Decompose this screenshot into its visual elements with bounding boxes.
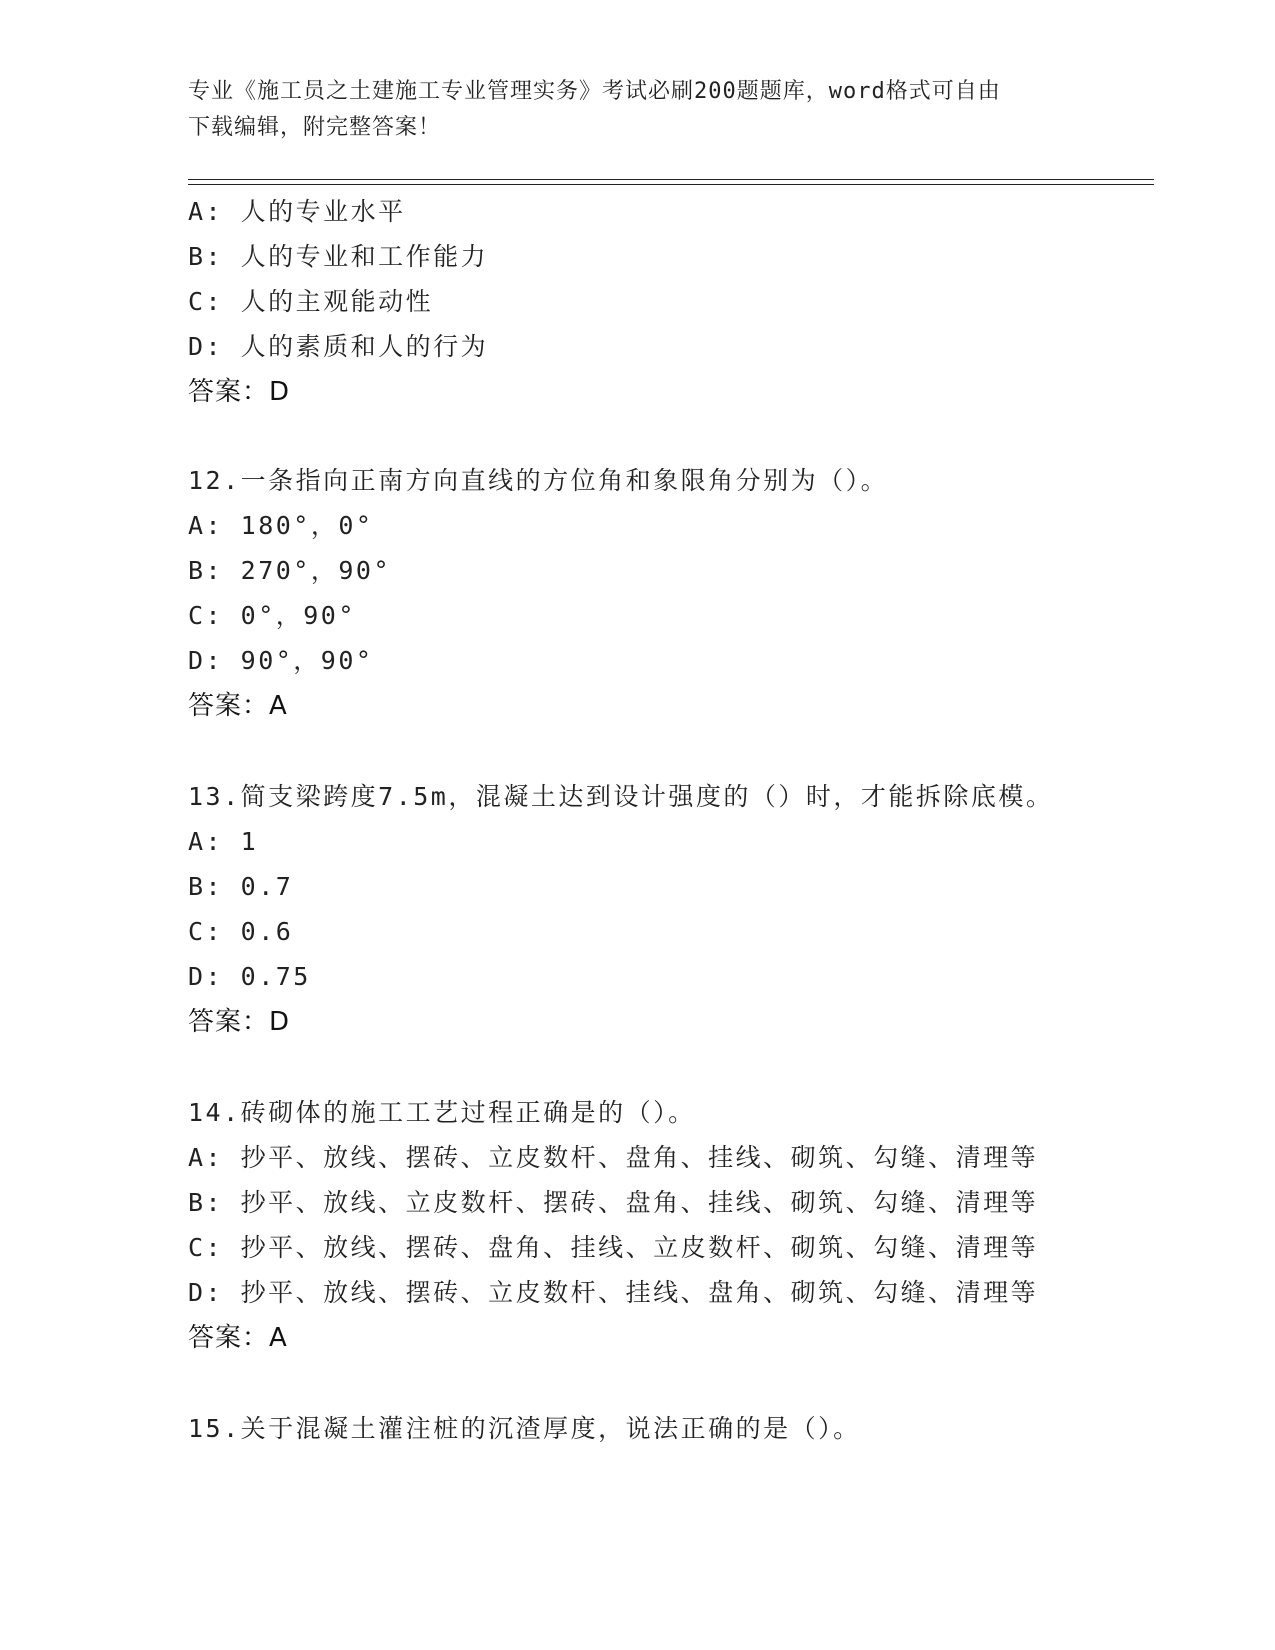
- q15-question: 15.关于混凝土灌注桩的沉渣厚度，说法正确的是（）。: [188, 1414, 861, 1443]
- q11-option-c: C: 人的主观能动性: [188, 287, 434, 316]
- q14-option-c: C: 抄平、放线、摆砖、盘角、挂线、立皮数杆、砌筑、勾缝、清理等: [188, 1233, 1039, 1262]
- q14-option-b: B: 抄平、放线、立皮数杆、摆砖、盘角、挂线、砌筑、勾缝、清理等: [188, 1188, 1039, 1217]
- header-rule-bottom: [188, 184, 1154, 185]
- q12-question: 12.一条指向正南方向直线的方位角和象限角分别为（）。: [188, 466, 889, 495]
- header-line-1: 专业《施工员之土建施工专业管理实务》考试必刷200题题库，word格式可自由: [188, 79, 1001, 104]
- q12-option-a: A: 180°，0°: [188, 511, 374, 540]
- q12-option-d: D: 90°，90°: [188, 646, 374, 675]
- q12-option-c: C: 0°，90°: [188, 601, 356, 630]
- document-header: [188, 74, 1088, 146]
- q14-option-d: D: 抄平、放线、摆砖、立皮数杆、挂线、盘角、砌筑、勾缝、清理等: [188, 1278, 1039, 1307]
- header-rule-top: [188, 179, 1154, 180]
- q14-option-a: A: 抄平、放线、摆砖、立皮数杆、盘角、挂线、砌筑、勾缝、清理等: [188, 1143, 1039, 1172]
- q12-option-b: B: 270°，90°: [188, 556, 392, 585]
- q13-option-d: D: 0.75: [188, 962, 311, 991]
- q13-answer: 答案：D: [188, 1007, 291, 1037]
- q11-option-d: D: 人的素质和人的行为: [188, 332, 489, 361]
- q13-option-c: C: 0.6: [188, 917, 294, 946]
- q13-option-b: B: 0.7: [188, 872, 294, 901]
- q11-answer: 答案：D: [188, 377, 291, 407]
- q13-question: 13.简支梁跨度7.5m，混凝土达到设计强度的（）时，才能拆除底模。: [188, 782, 1054, 811]
- q12-answer: 答案：A: [188, 691, 288, 721]
- q14-question: 14.砖砌体的施工工艺过程正确是的（）。: [188, 1098, 696, 1127]
- q11-option-a: A: 人的专业水平: [188, 197, 406, 226]
- q14-answer: 答案：A: [188, 1323, 288, 1353]
- q13-option-a: A: 1: [188, 827, 259, 856]
- q11-option-b: B: 人的专业和工作能力: [188, 242, 489, 271]
- header-line-2: 下载编辑，附完整答案！: [188, 115, 442, 140]
